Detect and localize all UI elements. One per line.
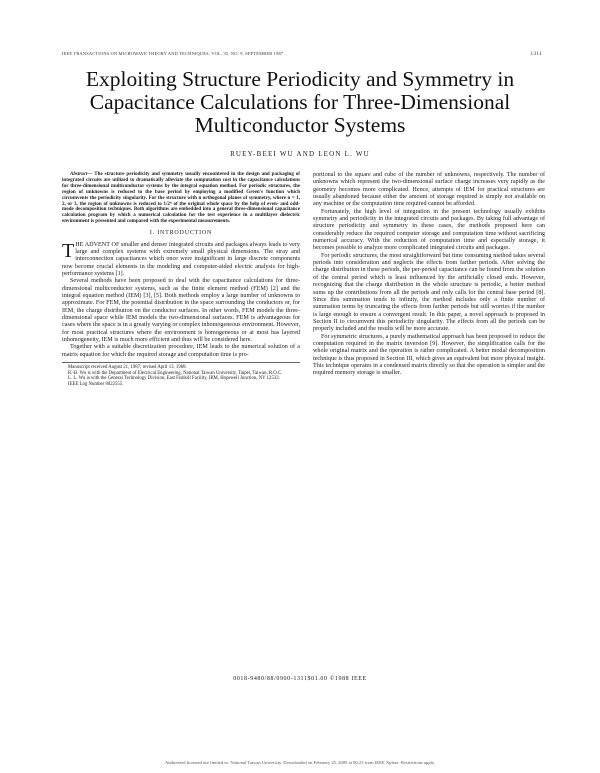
abstract-text: — The structure periodicity and symmetry usually encountered in the design and packaging of integrated circuits are utilized to dramatically alleviate the computation cost in the capacitance calculations for three-dimensional multiconductor systems by the integral equation method. For periodic structures, the region of unknowns is reduced to the base period by employing a modified Green's function which circumvents the periodicity singularity. For the structure with n orthogonal planes of symmetry, where n = 1, 2, or 3, the region of unknowns is reduced to 1/2ⁿ of the original whole space by the help of even- and odd-mode decomposition techniques. Both algorithms are embedded into a general three-dimensional capacitance calculation program by which a numerical calculation for the test experience in a multilayer dielectric environment is presented and compared with the experimental measurements. [62,171,300,225]
license-notice: Authorized licensed use limited to: National Taiwan University. Downloaded on February 25, 2009 at 00:23 from IEEE Xplore. Restrictions apply. [164,760,436,765]
intro-paragraph-2: Several methods have been proposed to deal with the capacitance calculations for three-dimensional multiconductor systems, such as the finite element method (FEM) [2] and the integral equation method (IEM) [3], [5]. Both methods employ a large number of unknowns to approximate. For FEM, the potential distribution in the space surrounding the conductors or, for IEM, the charge distribution on the conductor surfaces. In other words, FEM models the three-dimensional space while IEM models the two-dimensional surfaces. FEM is advantageous for cases where the space is in a greatly varying or complex inhomogeneous environment. However, for most practical structures where the environment is homogeneous or at most has layered inhomogeneity, IEM is much more efficient and thus will be considered here. [62,278,300,343]
left-column [62,172,300,388]
footnote-author-2: L. L. Wu is with the General Technology Division, East Fishkill Facility, IBM, Hopewell Junction, NY 12533. [68,376,280,382]
drop-cap: T [62,239,75,262]
title-line-1: Exploiting Structure Periodicity and Symmetry in [85,67,515,91]
right-paragraph-3: For periodic structures, the most straightforward but time consuming method takes several periods into consideration and neglects the effects from farther periods. After solving the charge distribution in these periods, the per-period capacitance can be found from the solution of the central period which is least influenced by the artificially closed ends. However, recognizing that the charge distribution in the whole structure is periodic, a better method sums up the contributions from all the periods and only calls for the central base period [8]. Since this summation tends to infinity, the method includes only a finite number of summation terms by truncating the effects from farther periods but still worries if the number is large enough to ensure a convergent result. In this paper, a novel approach is proposed in Section II to circumvent this periodicity singularity. The effects from all the periods can be properly included and the results will be more accurate. [313,252,545,333]
footnote-author-1: R.-B. Wu is with the Department of Electrical Engineering, National Taiwan University, Taipei, Taiwan, R.O.C. [68,370,283,376]
right-column [313,172,545,378]
page-number: 1311 [530,51,542,57]
running-header [62,51,542,56]
paper-title [40,68,560,137]
section-heading-introduction: I. INTRODUCTION [149,230,213,237]
intro-paragraph-1 [62,239,300,279]
right-paragraph-2: Fortunately, the high level of integration in the present technology usually exhibits symmetry and periodicity in the integrated circuits and packages. By taking full advantage of structure periodicity and symmetry in these cases, the methods proposed here can considerably reduce the required computer storage and computation time without sacrificing numerical accuracy. With the reduction of computation time and especially storage, it becomes possible to analyze more complicated integrated circuits and packages. [313,208,545,252]
copyright-code: 0018-9480/88/0900-1311$01.00 ©1988 IEEE [233,676,367,682]
right-paragraph-4: For symmetric structures, a purely mathematical approach has been proposed to reduce the computation required in the matrix inversion [9]. However, the simplification calls for the whole original matrix and the operation is rather complicated. A better modal decomposition technique is thus proposed in Section III, which gives an equivalent but more physical insight. This technique operates in a condensed matrix directly so that the operation is simpler and the required memory storage is smaller. [313,333,545,377]
title-line-2: Capacitance Calculations for Three-Dimensional [89,90,511,114]
footnotes [62,362,300,388]
title-line-3: Multiconductor Systems [194,113,406,137]
footnote-manuscript: Manuscript received August 21, 1987; revised April 13, 1988. [68,365,187,370]
intro-paragraph-1-text: HE ADVENT OF smaller and denser integrated circuits and packages always leads to very large and complex systems with extremely small physical dimensions. The stray and interconnection capacitances which once were insignificant in large discrete components now become crucial elements in the modeling and computer-aided electric analysis for high-performance systems [1]. [62,241,300,277]
footnote-log-number: IEEE Log Number 8822555. [68,382,124,388]
abstract [62,172,300,225]
right-paragraph-1: portional to the square and cube of the number of unknowns, respectively. The number of unknowns which represent the two-dimensional surface charge increases very rapidly as the geometry becomes more complicated. Hence, attempts of IEM for practical structures are usually abandoned because either the amount of storage required is simply not available on any machine or the computation time required cannot be afforded. [313,172,545,208]
intro-paragraph-3: Together with a suitable discretization procedure, IEM leads to the numerical solution of a matrix equation for which the required storage and computation time is pro- [62,344,300,358]
abstract-label: Abstract [70,171,88,177]
authors: RUEY-BEEI WU AND LEON L. WU [230,150,370,158]
journal-header: IEEE TRANSACTIONS ON MICROWAVE THEORY AND TECHNIQUES, VOL. 35, NO. 9, SEPTEMBER 1987 [62,51,284,56]
